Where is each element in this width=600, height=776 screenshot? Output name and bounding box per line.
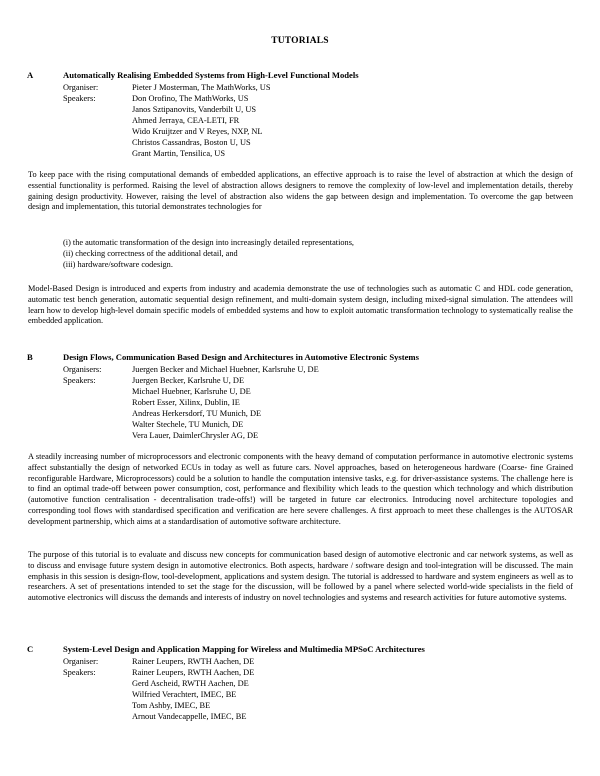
list-item: (ii) checking correctness of the additional detail, and — [63, 248, 238, 258]
speaker-name: Juergen Becker, Karlsruhe U, DE — [132, 376, 245, 385]
section-letter: A — [27, 70, 34, 80]
speaker-name: Michael Huebner, Karlsruhe U, DE — [132, 387, 251, 396]
organiser-label: Organisers: — [63, 365, 102, 374]
speaker-name: Christos Cassandras, Boston U, US — [132, 138, 251, 147]
section-letter: B — [27, 352, 33, 362]
section-title: Automatically Realising Embedded Systems from High-Level Functional Models — [63, 70, 359, 80]
organiser-label: Organiser: — [63, 657, 99, 666]
speaker-name: Wilfried Verachtert, IMEC, BE — [132, 690, 237, 699]
speaker-name: Gerd Ascheid, RWTH Aachen, DE — [132, 679, 249, 688]
section-heading — [0, 644, 600, 656]
speaker-name: Walter Stechele, TU Munich, DE — [132, 420, 244, 429]
section-heading — [0, 352, 600, 364]
speakers-label: Speakers: — [63, 668, 96, 677]
list-item: (iii) hardware/software codesign. — [63, 259, 173, 269]
section-a-list — [63, 238, 573, 270]
section-title: System-Level Design and Application Mapping for Wireless and Multimedia MPSoC Architectures — [63, 644, 425, 654]
speakers-label: Speakers: — [63, 94, 96, 103]
people-block — [0, 364, 600, 441]
speaker-name: Don Orofino, The MathWorks, US — [132, 94, 249, 103]
section-a-paragraph-1: To keep pace with the rising computational demands of embedded applications, an effective approach is to raise the level of abstraction at which the design of essential functionality is performed. Raising the level of abstraction allows designers to remove the complexity of low-level and implementation details, thereby gaining design productivity. However, raising the level of abstraction also widens the gap between design and implementation. To overcome the gap between design and implementation, this tutorial demonstrates technologies for — [28, 170, 573, 212]
tutorial-section-a — [0, 70, 600, 159]
section-title: Design Flows, Communication Based Design and Architectures in Automotive Electronic Systems — [63, 352, 419, 362]
speaker-name: Vera Lauer, DaimlerChrysler AG, DE — [132, 431, 259, 440]
speakers-label: Speakers: — [63, 376, 96, 385]
section-b-paragraph-1: A steadily increasing number of microprocessors and electronic components with the heavy demand of computation performance in automotive electronic systems affect substantially the design of networked ECUs in today as well as future cars. Novel approaches, based on heterogeneous hardware (Coarse- fine Grained reconfigurable Hardware, Microprocessors) could be a solution to handle the computation intensive tasks, e.g. for driver-assistance systems. The challenge here is to find an optimal trade-off between power consumption, cost, performance and flexibility which leads to the question which technology and which distribution (automotive function centralisation - decentralisation trade-offs!) will be targeted in future car electronics. Introducing novel architecture topologies and corresponding tool flows with standardised specification and verification are here severe challenges. A first approach to meet these challenges is the AUTOSAR development partnership, which aims at a standardisation of automotive software architecture. — [28, 452, 573, 526]
people-block — [0, 656, 600, 722]
speaker-name: Robert Esser, Xilinx, Dublin, IE — [132, 398, 240, 407]
speaker-name: Wido Kruijtzer and V Reyes, NXP, NL — [132, 127, 263, 136]
section-heading — [0, 70, 600, 82]
organiser-name: Pieter J Mosterman, The MathWorks, US — [132, 83, 271, 92]
people-block — [0, 82, 600, 159]
speaker-name: Grant Martin, Tensilica, US — [132, 149, 225, 158]
page-title: TUTORIALS — [271, 36, 329, 46]
speaker-name: Rainer Leupers, RWTH Aachen, DE — [132, 668, 255, 677]
speaker-name: Andreas Herkersdorf, TU Munich, DE — [132, 409, 262, 418]
section-b-paragraph-2: The purpose of this tutorial is to evaluate and discuss new concepts for communication based design of automotive electronic and car network systems, as well as to discuss and envisage future system design in automotive electronics. Both aspects, hardware / software design and tool-integration will be discussed. The main emphasis in this session is design-flow, tool-development, applications and system design. The tutorial is addressed to hardware and system engineers as well as to researchers. A set of presentations intended to set the stage for the discussion, will be followed by a panel where selected world-wide specialists in the field of automotive electronics will discuss the demands and interests of industry on novel technologies and systems and research activities for future automotive systems. — [28, 550, 573, 603]
tutorial-section-b — [0, 352, 600, 441]
tutorial-section-c — [0, 644, 600, 722]
list-item: (i) the automatic transformation of the design into increasingly detailed representations, — [63, 238, 354, 247]
organiser-name: Rainer Leupers, RWTH Aachen, DE — [132, 657, 255, 666]
organiser-name: Juergen Becker and Michael Huebner, Karlsruhe U, DE — [132, 365, 319, 374]
speaker-name: Ahmed Jerraya, CEA-LETI, FR — [132, 116, 240, 125]
speaker-name: Tom Ashby, IMEC, BE — [132, 701, 211, 710]
organiser-label: Organiser: — [63, 83, 99, 92]
section-letter: C — [27, 644, 34, 654]
speaker-name: Arnout Vandecappelle, IMEC, BE — [132, 712, 247, 721]
speaker-name: Janos Sztipanovits, Vanderbilt U, US — [132, 105, 257, 114]
section-a-paragraph-2: Model-Based Design is introduced and experts from industry and academia demonstrate the use of technologies such as automatic C and HDL code generation, automatic test bench generation, automatic sequential design refinement, and multi-domain system design, including mixed-signal simulation. The attendees will learn how to develop high-level domain specific models of embedded systems and how to exploit automatic transformation technology to systematically realise the embedded application. — [28, 284, 573, 326]
